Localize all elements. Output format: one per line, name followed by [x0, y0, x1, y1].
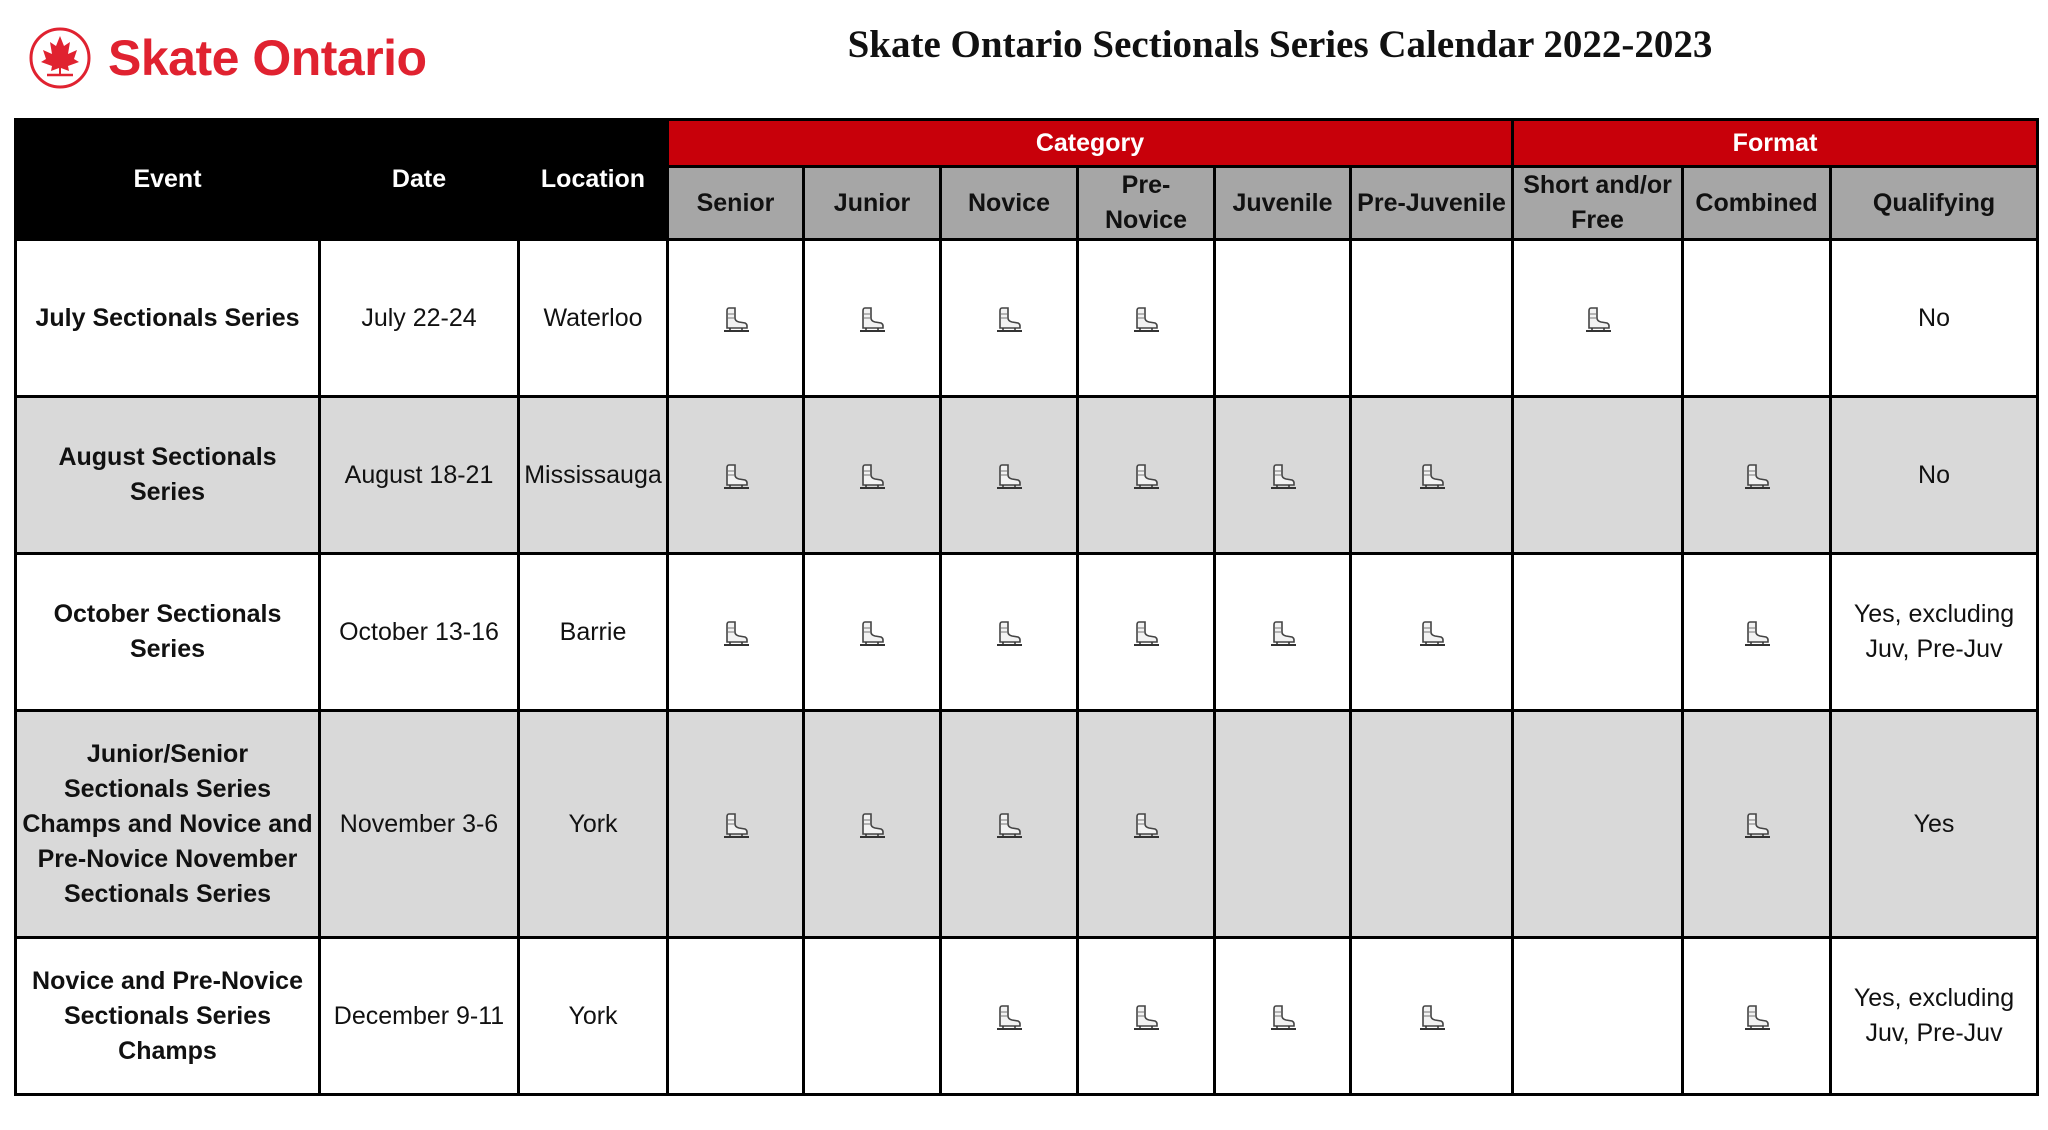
short-free-cell	[1513, 938, 1683, 1095]
location-cell: Barrie	[519, 554, 668, 711]
category-cell	[1351, 397, 1513, 554]
skate-icon	[720, 303, 752, 335]
skate-icon	[993, 303, 1025, 335]
header-junior: Junior	[804, 167, 941, 240]
skate-icon	[1130, 809, 1162, 841]
category-cell	[1078, 397, 1215, 554]
category-cell	[804, 711, 941, 938]
skate-icon	[993, 617, 1025, 649]
header-format-group: Format	[1513, 120, 2038, 167]
skate-icon	[993, 460, 1025, 492]
header-novice: Novice	[941, 167, 1078, 240]
category-cell	[668, 397, 804, 554]
skate-icon	[1267, 1001, 1299, 1033]
skate-icon	[720, 460, 752, 492]
qualifying-cell: Yes	[1831, 711, 2038, 938]
skate-icon	[1130, 617, 1162, 649]
skate-icon	[856, 617, 888, 649]
skate-icon	[1741, 809, 1773, 841]
category-cell	[668, 938, 804, 1095]
category-cell	[1351, 240, 1513, 397]
combined-cell	[1683, 554, 1831, 711]
combined-cell	[1683, 938, 1831, 1095]
category-cell	[668, 240, 804, 397]
category-cell	[1215, 938, 1351, 1095]
skate-icon	[1130, 460, 1162, 492]
skate-icon	[1741, 1001, 1773, 1033]
table-row	[16, 938, 2038, 1095]
skate-icon	[856, 303, 888, 335]
header-location: Location	[519, 120, 668, 240]
category-cell	[804, 397, 941, 554]
qualifying-cell: Yes, excluding Juv, Pre-Juv	[1831, 554, 2038, 711]
category-cell	[668, 554, 804, 711]
skate-icon	[1416, 460, 1448, 492]
skate-icon	[1582, 303, 1614, 335]
skate-icon	[1267, 460, 1299, 492]
short-free-cell	[1513, 397, 1683, 554]
skate-icon	[1741, 460, 1773, 492]
qualifying-cell: Yes, excluding Juv, Pre-Juv	[1831, 938, 2038, 1095]
category-cell	[941, 938, 1078, 1095]
qualifying-cell: No	[1831, 240, 2038, 397]
category-cell	[1215, 711, 1351, 938]
date-cell: August 18-21	[320, 397, 519, 554]
category-cell	[941, 397, 1078, 554]
location-cell: York	[519, 711, 668, 938]
header-qualifying: Qualifying	[1831, 167, 2038, 240]
skate-icon	[720, 617, 752, 649]
date-cell: December 9-11	[320, 938, 519, 1095]
skate-icon	[856, 809, 888, 841]
header-pre-juvenile: Pre-Juvenile	[1351, 167, 1513, 240]
table-row	[16, 711, 2038, 938]
location-cell: Waterloo	[519, 240, 668, 397]
category-cell	[1078, 711, 1215, 938]
category-cell	[1351, 938, 1513, 1095]
event-cell: August Sectionals Series	[16, 397, 320, 554]
category-cell	[941, 554, 1078, 711]
header-senior: Senior	[668, 167, 804, 240]
skate-icon	[1267, 617, 1299, 649]
header-juvenile: Juvenile	[1215, 167, 1351, 240]
logo-text: Skate Ontario	[108, 30, 427, 86]
skate-ontario-logo	[28, 26, 427, 90]
page-title: Skate Ontario Sectionals Series Calendar 2022-2023	[847, 23, 1713, 66]
category-cell	[941, 711, 1078, 938]
skate-icon	[720, 809, 752, 841]
category-cell	[1078, 554, 1215, 711]
location-cell: York	[519, 938, 668, 1095]
skate-icon	[1741, 617, 1773, 649]
short-free-cell	[1513, 240, 1683, 397]
category-cell	[1215, 397, 1351, 554]
date-cell: July 22-24	[320, 240, 519, 397]
category-cell	[804, 240, 941, 397]
header-short-free: Short and/or Free	[1513, 167, 1683, 240]
skate-icon	[856, 460, 888, 492]
skate-icon	[1130, 303, 1162, 335]
event-cell: Novice and Pre-Novice Sectionals Series Champs	[16, 938, 320, 1095]
category-cell	[1351, 711, 1513, 938]
combined-cell	[1683, 240, 1831, 397]
skate-icon	[993, 1001, 1025, 1033]
header-category-group: Category	[668, 120, 1513, 167]
date-cell: October 13-16	[320, 554, 519, 711]
category-cell	[1351, 554, 1513, 711]
event-cell: July Sectionals Series	[16, 240, 320, 397]
category-cell	[1215, 554, 1351, 711]
table-row	[16, 554, 2038, 711]
maple-leaf-skate-icon	[28, 26, 92, 90]
category-cell	[1215, 240, 1351, 397]
table-row	[16, 397, 2038, 554]
category-cell	[668, 711, 804, 938]
calendar-table	[14, 118, 2039, 1096]
short-free-cell	[1513, 554, 1683, 711]
date-cell: November 3-6	[320, 711, 519, 938]
category-cell	[1078, 938, 1215, 1095]
header-event: Event	[16, 120, 320, 240]
skate-icon	[993, 809, 1025, 841]
short-free-cell	[1513, 711, 1683, 938]
header-combined: Combined	[1683, 167, 1831, 240]
combined-cell	[1683, 397, 1831, 554]
event-cell: Junior/Senior Sectionals Series Champs and Novice and Pre-Novice November Sectionals Series	[16, 711, 320, 938]
header-pre-novice: Pre-Novice	[1078, 167, 1215, 240]
skate-icon	[1130, 1001, 1162, 1033]
header-date: Date	[320, 120, 519, 240]
category-cell	[804, 938, 941, 1095]
category-cell	[804, 554, 941, 711]
category-cell	[1078, 240, 1215, 397]
table-row	[16, 240, 2038, 397]
category-cell	[941, 240, 1078, 397]
qualifying-cell: No	[1831, 397, 2038, 554]
table-body	[16, 240, 2038, 1095]
skate-icon	[1416, 617, 1448, 649]
event-cell: October Sectionals Series	[16, 554, 320, 711]
combined-cell	[1683, 711, 1831, 938]
skate-icon	[1416, 1001, 1448, 1033]
location-cell: Mississauga	[519, 397, 668, 554]
